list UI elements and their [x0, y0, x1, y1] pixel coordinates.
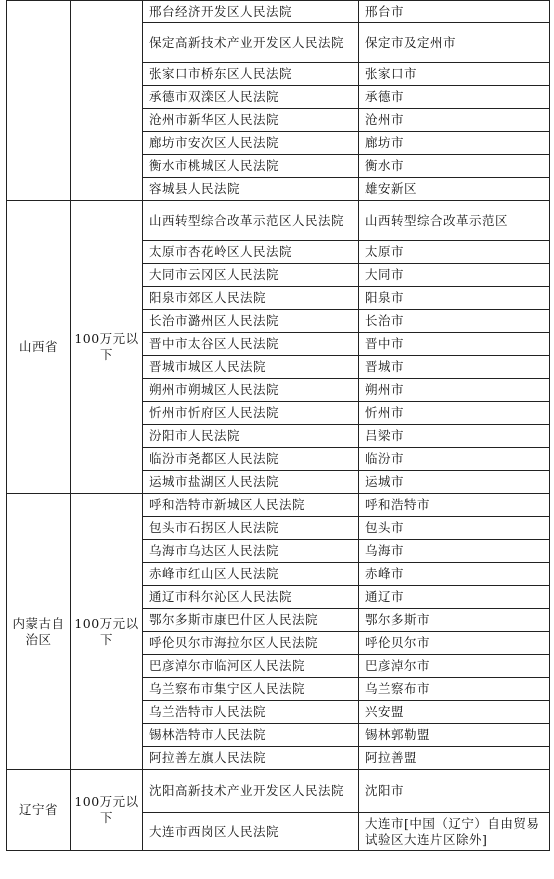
jurisdiction-cell: 运城市: [359, 471, 550, 494]
court-name-cell: 赤峰市红山区人民法院: [143, 563, 359, 586]
table-row: [7, 770, 550, 813]
jurisdiction-cell: 承德市: [359, 86, 550, 109]
jurisdiction-cell: 锡林郭勒盟: [359, 724, 550, 747]
court-name-cell: 容城县人民法院: [143, 178, 359, 201]
province-cell: 山西省: [7, 201, 71, 494]
jurisdiction-cell: 包头市: [359, 517, 550, 540]
court-name-cell: 长治市潞州区人民法院: [143, 310, 359, 333]
table-body: [7, 1, 550, 851]
court-name-cell: 阳泉市郊区人民法院: [143, 287, 359, 310]
court-name-cell: 呼伦贝尔市海拉尔区人民法院: [143, 632, 359, 655]
jurisdiction-cell: 衡水市: [359, 155, 550, 178]
court-name-cell: 汾阳市人民法院: [143, 425, 359, 448]
jurisdiction-cell: 赤峰市: [359, 563, 550, 586]
jurisdiction-cell: 乌海市: [359, 540, 550, 563]
jurisdiction-cell: 长治市: [359, 310, 550, 333]
court-name-cell: 张家口市桥东区人民法院: [143, 63, 359, 86]
court-name-cell: 临汾市尧都区人民法院: [143, 448, 359, 471]
amount-cell: 100万元以下: [71, 494, 143, 770]
court-name-cell: 锡林浩特市人民法院: [143, 724, 359, 747]
court-name-cell: 运城市盐湖区人民法院: [143, 471, 359, 494]
court-name-cell: 保定高新技术产业开发区人民法院: [143, 23, 359, 63]
jurisdiction-cell: 张家口市: [359, 63, 550, 86]
jurisdiction-cell: 乌兰察布市: [359, 678, 550, 701]
court-name-cell: 乌兰察布市集宁区人民法院: [143, 678, 359, 701]
court-name-cell: 山西转型综合改革示范区人民法院: [143, 201, 359, 241]
jurisdiction-cell: 呼伦贝尔市: [359, 632, 550, 655]
jurisdiction-cell: 鄂尔多斯市: [359, 609, 550, 632]
court-name-cell: 衡水市桃城区人民法院: [143, 155, 359, 178]
jurisdiction-cell: 阿拉善盟: [359, 747, 550, 770]
jurisdiction-cell: 沈阳市: [359, 770, 550, 813]
jurisdiction-cell: 晋中市: [359, 333, 550, 356]
court-name-cell: 太原市杏花岭区人民法院: [143, 241, 359, 264]
jurisdiction-cell: 忻州市: [359, 402, 550, 425]
jurisdiction-cell: 晋城市: [359, 356, 550, 379]
jurisdiction-cell: 太原市: [359, 241, 550, 264]
court-name-cell: 晋城市城区人民法院: [143, 356, 359, 379]
court-name-cell: 大同市云冈区人民法院: [143, 264, 359, 287]
jurisdiction-cell: 保定市及定州市: [359, 23, 550, 63]
jurisdiction-cell: 呼和浩特市: [359, 494, 550, 517]
jurisdiction-cell: 廊坊市: [359, 132, 550, 155]
table-row: [7, 201, 550, 241]
jurisdiction-cell: 阳泉市: [359, 287, 550, 310]
court-name-cell: 巴彦淖尔市临河区人民法院: [143, 655, 359, 678]
court-name-cell: 呼和浩特市新城区人民法院: [143, 494, 359, 517]
court-name-cell: 通辽市科尔沁区人民法院: [143, 586, 359, 609]
province-cell: [7, 1, 71, 201]
jurisdiction-cell: 大连市[中国（辽宁）自由贸易试验区大连片区除外]: [359, 813, 550, 851]
court-name-cell: 鄂尔多斯市康巴什区人民法院: [143, 609, 359, 632]
court-jurisdiction-table: [6, 0, 550, 851]
court-name-cell: 大连市西岗区人民法院: [143, 813, 359, 851]
province-cell: 辽宁省: [7, 770, 71, 851]
jurisdiction-cell: 巴彦淖尔市: [359, 655, 550, 678]
jurisdiction-cell: 临汾市: [359, 448, 550, 471]
jurisdiction-cell: 兴安盟: [359, 701, 550, 724]
court-name-cell: 乌兰浩特市人民法院: [143, 701, 359, 724]
jurisdiction-cell: 雄安新区: [359, 178, 550, 201]
court-name-cell: 廊坊市安次区人民法院: [143, 132, 359, 155]
jurisdiction-cell: 邢台市: [359, 1, 550, 23]
amount-cell: 100万元以下: [71, 201, 143, 494]
jurisdiction-cell: 朔州市: [359, 379, 550, 402]
jurisdiction-cell: 山西转型综合改革示范区: [359, 201, 550, 241]
court-name-cell: 邢台经济开发区人民法院: [143, 1, 359, 23]
court-name-cell: 沧州市新华区人民法院: [143, 109, 359, 132]
jurisdiction-cell: 大同市: [359, 264, 550, 287]
jurisdiction-cell: 沧州市: [359, 109, 550, 132]
court-name-cell: 包头市石拐区人民法院: [143, 517, 359, 540]
province-cell: 内蒙古自治区: [7, 494, 71, 770]
court-name-cell: 晋中市太谷区人民法院: [143, 333, 359, 356]
table-row: [7, 1, 550, 23]
court-name-cell: 朔州市朔城区人民法院: [143, 379, 359, 402]
jurisdiction-cell: 吕梁市: [359, 425, 550, 448]
amount-cell: [71, 1, 143, 201]
court-name-cell: 沈阳高新技术产业开发区人民法院: [143, 770, 359, 813]
jurisdiction-cell: 通辽市: [359, 586, 550, 609]
amount-cell: 100万元以下: [71, 770, 143, 851]
court-name-cell: 承德市双滦区人民法院: [143, 86, 359, 109]
court-name-cell: 忻州市忻府区人民法院: [143, 402, 359, 425]
court-name-cell: 乌海市乌达区人民法院: [143, 540, 359, 563]
table-row: [7, 494, 550, 517]
court-name-cell: 阿拉善左旗人民法院: [143, 747, 359, 770]
